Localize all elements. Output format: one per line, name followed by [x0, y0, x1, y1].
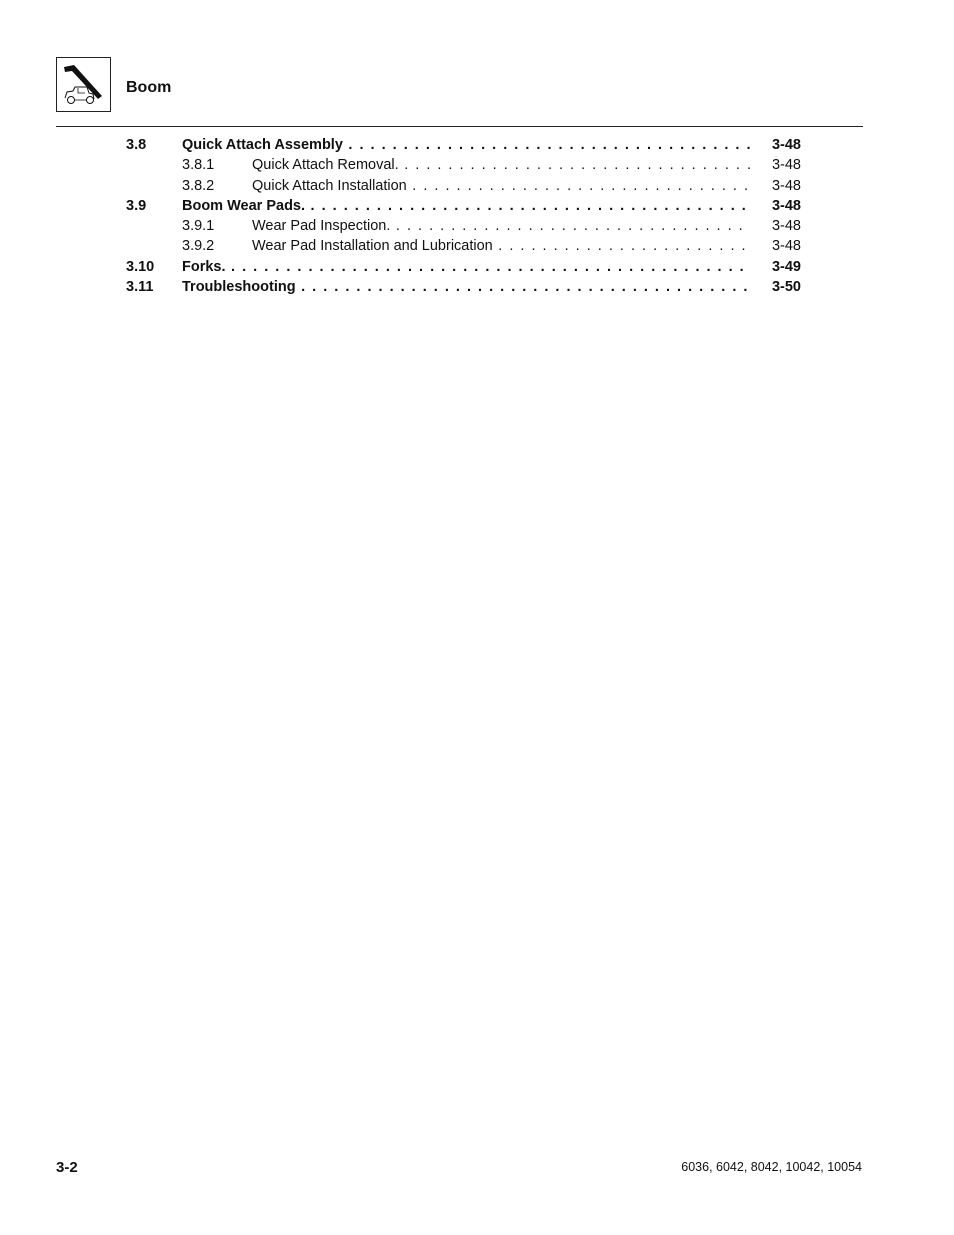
- toc-title: Forks. . . .: [182, 257, 750, 277]
- model-numbers: 6036, 6042, 8042, 10042, 10054: [681, 1160, 862, 1174]
- toc-number: 3.9: [126, 197, 147, 214]
- toc-number: 3.8.1: [182, 157, 215, 174]
- toc-page: 3-48: [771, 157, 801, 174]
- toc-title: Wear Pad Inspection. . . .: [252, 216, 750, 236]
- page-number: 3-2: [56, 1159, 78, 1176]
- header-divider: [56, 126, 863, 127]
- boom-forklift-icon: [56, 57, 111, 112]
- toc-title: Wear Pad Installation and Lubrication . . .: [252, 236, 750, 256]
- section-title: Boom: [126, 79, 172, 96]
- toc-number: 3.9.1: [182, 218, 215, 235]
- toc-number: 3.8.2: [182, 177, 215, 194]
- boom-forklift-icon-graphic: [57, 58, 110, 111]
- toc-entry-3-9[interactable]: [126, 196, 801, 216]
- toc-title: Quick Attach Installation . . .: [252, 176, 750, 196]
- toc-title: Troubleshooting . . .: [182, 277, 750, 297]
- toc-number: 3.9.2: [182, 238, 215, 255]
- toc-entry-3-10[interactable]: [126, 257, 801, 277]
- toc-entry-3-11[interactable]: [126, 277, 801, 297]
- toc-title: Quick Attach Assembly . . .: [182, 135, 750, 155]
- toc-entry-3-8-2[interactable]: [126, 176, 801, 196]
- toc-page: 3-48: [771, 137, 801, 153]
- toc-title: Boom Wear Pads. . . .: [182, 196, 750, 216]
- toc-page: 3-49: [771, 258, 801, 275]
- toc-title: Quick Attach Removal. . . .: [252, 155, 750, 175]
- toc-page: 3-48: [771, 197, 801, 214]
- toc-page: 3-48: [771, 177, 801, 194]
- toc-number: 3.11: [126, 279, 154, 296]
- toc-page: 3-48: [771, 218, 801, 235]
- toc-number: 3.8: [126, 137, 147, 153]
- toc-entry-3-8-1[interactable]: [126, 155, 801, 175]
- toc-entry-3-9-2[interactable]: [126, 236, 801, 256]
- toc-page: 3-50: [771, 279, 801, 296]
- table-of-contents: [126, 135, 801, 297]
- toc-page: 3-48: [771, 238, 801, 255]
- toc-entry-3-8[interactable]: [126, 135, 801, 155]
- toc-entry-3-9-1[interactable]: [126, 216, 801, 236]
- toc-number: 3.10: [126, 258, 155, 275]
